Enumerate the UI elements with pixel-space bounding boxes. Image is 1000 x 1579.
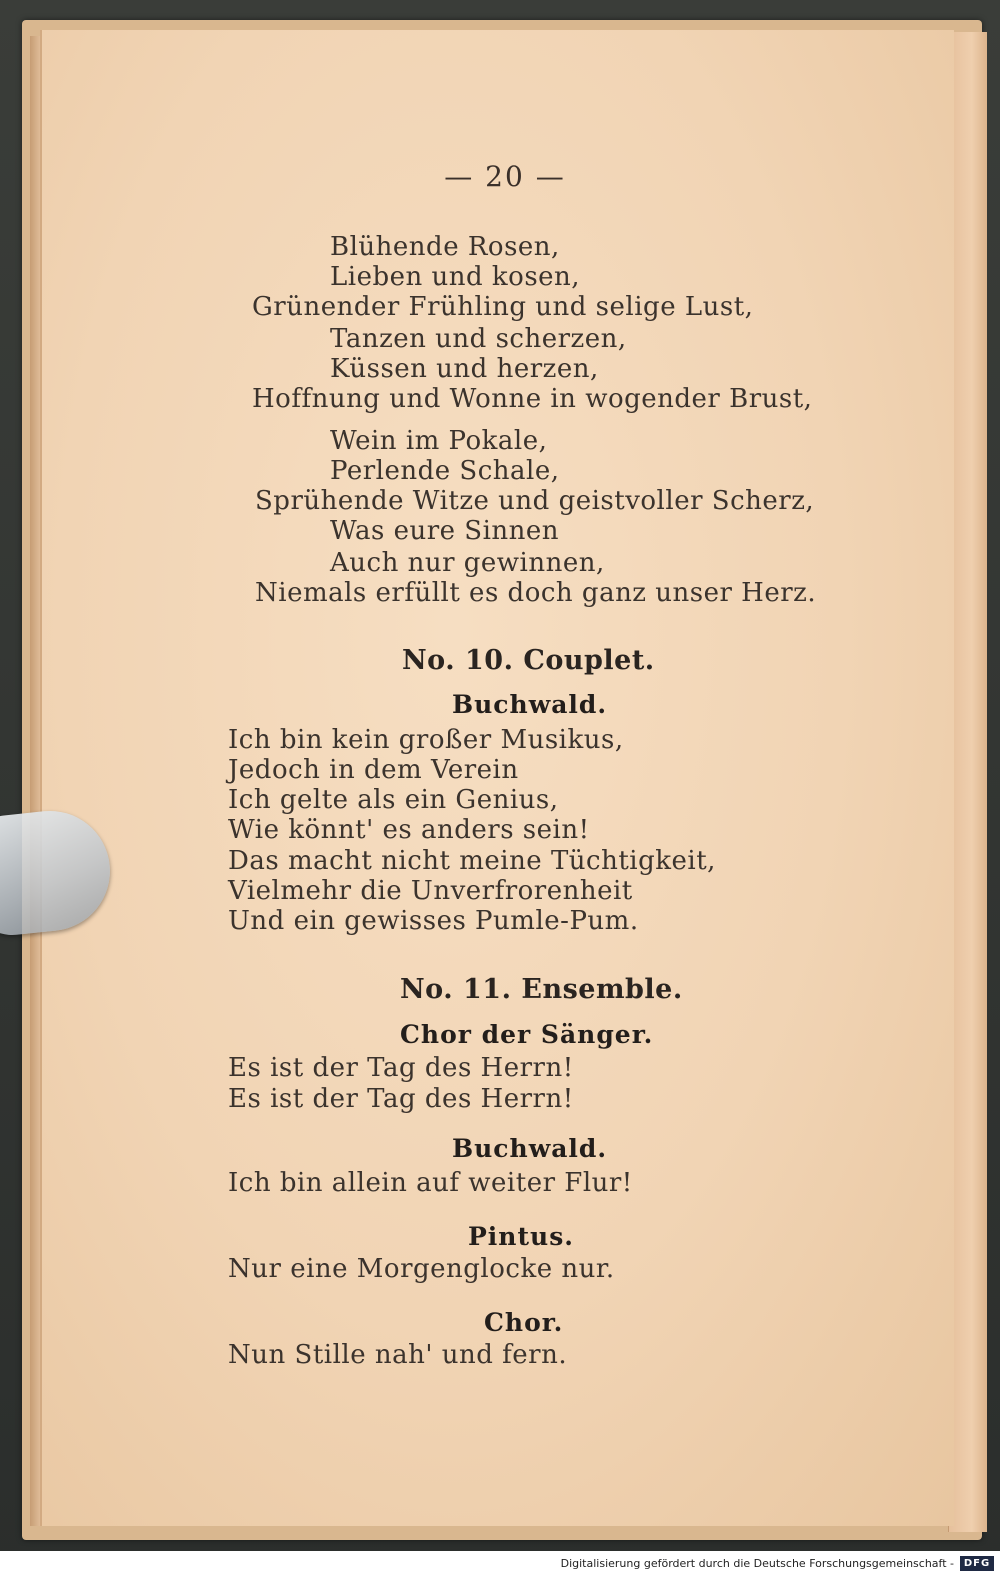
verse-line: Tanzen und scherzen,: [330, 324, 627, 354]
page-number: — 20 —: [444, 160, 566, 193]
verse-line: Und ein gewisses Pumle-Pum.: [228, 906, 639, 936]
footer-bar: [0, 1551, 1000, 1579]
verse-line: Ich gelte als ein Genius,: [228, 785, 559, 815]
funding-credit: Digitalisierung gefördert durch die Deutsche Forschungsgemeinschaft -: [560, 1557, 954, 1570]
speaker-name: Chor.: [484, 1308, 564, 1337]
verse-line: Grünender Frühling und selige Lust,: [252, 292, 754, 322]
verse-line: Wie könnt' es anders sein!: [228, 815, 590, 845]
verse-line: Küssen und herzen,: [330, 354, 599, 384]
verse-line: Es ist der Tag des Herrn!: [228, 1053, 574, 1083]
verse-line: Ich bin allein auf weiter Flur!: [228, 1168, 633, 1198]
section-heading-no11: No. 11. Ensemble.: [400, 974, 683, 1005]
verse-line: Ich bin kein großer Musikus,: [228, 725, 624, 755]
speaker-name: Pintus.: [468, 1222, 574, 1251]
verse-line: Hoffnung und Wonne in wogender Brust,: [252, 384, 813, 414]
speaker-name: Chor der Sänger.: [400, 1020, 654, 1049]
verse-line: Jedoch in dem Verein: [228, 755, 519, 785]
verse-line: Perlende Schale,: [330, 456, 560, 486]
verse-line: Es ist der Tag des Herrn!: [228, 1084, 574, 1114]
verse-line: Auch nur gewinnen,: [330, 548, 605, 578]
verse-line: Was eure Sinnen: [330, 516, 560, 546]
speaker-name: Buchwald.: [452, 1134, 608, 1163]
verse-line: Wein im Pokale,: [330, 426, 548, 456]
verse-line: Blühende Rosen,: [330, 232, 560, 262]
verse-line: Niemals erfüllt es doch ganz unser Herz.: [255, 578, 817, 608]
section-heading-no10: No. 10. Couplet.: [402, 645, 655, 676]
verse-line: Vielmehr die Unverfrorenheit: [228, 876, 633, 906]
verse-line: Das macht nicht meine Tüchtigkeit,: [228, 846, 716, 876]
dfg-logo: DFG: [960, 1556, 994, 1571]
verse-line: Sprühende Witze und geistvoller Scherz,: [255, 486, 815, 516]
verse-line: Nur eine Morgenglocke nur.: [228, 1254, 615, 1284]
verse-line: Lieben und kosen,: [330, 262, 581, 292]
verse-line: Nun Stille nah' und fern.: [228, 1340, 568, 1370]
speaker-name: Buchwald.: [452, 690, 608, 719]
